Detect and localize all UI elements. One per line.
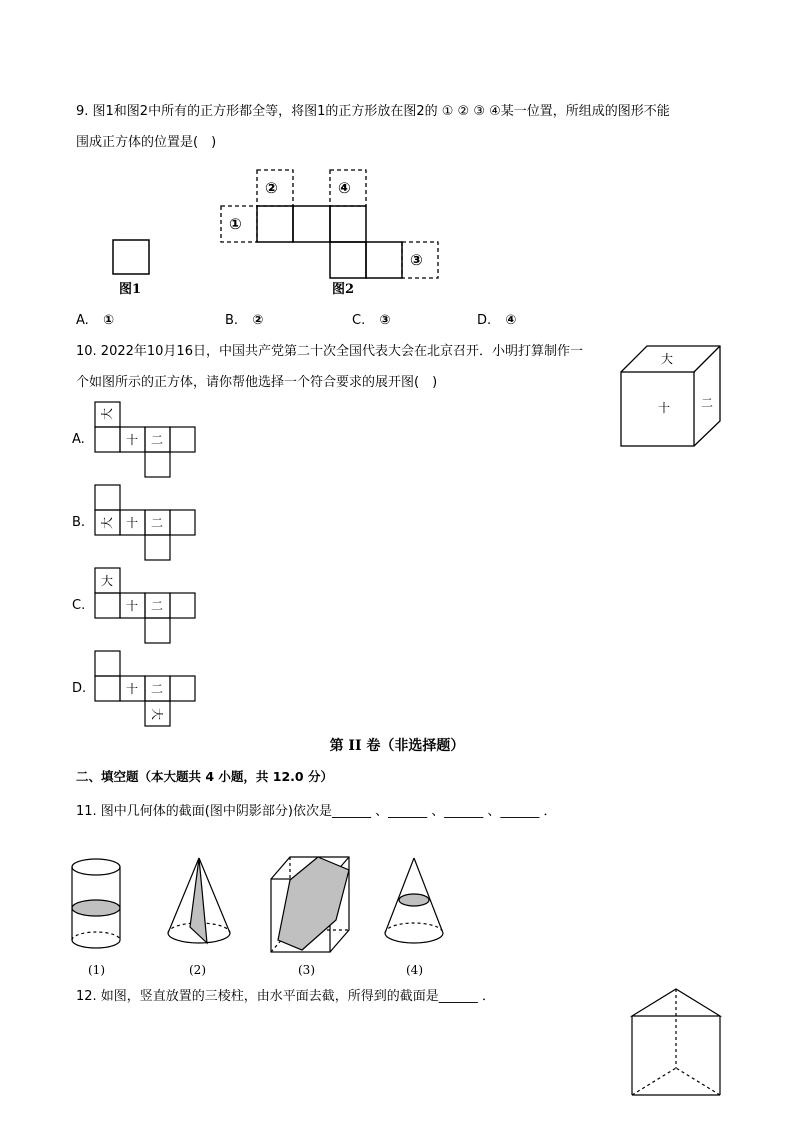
fig2-mark-1: ① xyxy=(229,215,242,233)
option-value: ③ xyxy=(379,313,391,328)
option-letter: D. xyxy=(477,313,492,328)
option-letter: A. xyxy=(76,313,89,328)
net-b-right-char: 二 xyxy=(151,516,164,530)
fig1-caption: 图1 xyxy=(119,282,142,297)
option-letter: B. xyxy=(225,313,239,328)
q9-text-line1: 9. 图1和图2中所有的正方形都全等，将图1的正方形放在图2的 ① ② ③ ④某一位置，所组成的图形不能 xyxy=(76,104,670,119)
option-letter: C. xyxy=(352,313,366,328)
q11-text: 11. 图中几何体的截面(图中阴影部分)依次是______ 、______ 、______ 、______ ． xyxy=(76,804,557,819)
q10-text-line1: 10. 2022年10月16日，中国共产党第二十次全国代表大会在北京召开．小明打算制作一 xyxy=(76,344,583,359)
q11-caption-4: (4) xyxy=(406,963,423,977)
option-letter: C. xyxy=(72,598,86,613)
cube-face-top: 大 xyxy=(661,352,674,366)
fig2-caption: 图2 xyxy=(332,282,355,297)
net-a-top-char: 大 xyxy=(100,407,115,421)
section-title: 第 II 卷（非选择题） xyxy=(329,738,465,754)
q10-text-line2: 个如图所示的正方体，请你帮他选择一个符合要求的展开图( ) xyxy=(76,375,438,390)
net-d-bottom-char: 大 xyxy=(150,707,165,721)
fig2-mark-3: ③ xyxy=(410,251,423,269)
net-c-mid-char: 十 xyxy=(126,599,139,613)
fig2-mark-4: ④ xyxy=(338,179,351,197)
net-d-right-char: 二 xyxy=(151,682,164,696)
net-c-right-char: 二 xyxy=(151,599,164,613)
q9-text-line2: 围成正方体的位置是( ) xyxy=(76,135,217,150)
option-letter: B. xyxy=(72,515,86,530)
option-value: ① xyxy=(102,313,114,328)
cube-face-side: 二 xyxy=(701,396,714,410)
net-a-mid-char: 十 xyxy=(126,433,139,447)
section-heading: 二、填空题（本大题共 4 小题，共 12.0 分） xyxy=(76,769,333,784)
net-c-top-char: 大 xyxy=(101,574,114,588)
q11-caption-2: (2) xyxy=(189,963,206,977)
option-value: ② xyxy=(252,313,264,328)
net-d-mid-char: 十 xyxy=(126,682,139,696)
net-a-right-char: 二 xyxy=(151,433,164,447)
net-b-left-char: 大 xyxy=(100,516,115,530)
option-value: ④ xyxy=(505,313,517,328)
option-letter: D. xyxy=(72,681,87,696)
q12-text: 12. 如图，竖直放置的三棱柱，由水平面去截，所得到的截面是______ ． xyxy=(76,989,495,1004)
net-b-mid-char: 十 xyxy=(126,516,139,530)
fig2-mark-2: ② xyxy=(265,179,278,197)
option-letter: A. xyxy=(72,432,85,447)
cube-face-front: 十 xyxy=(658,401,671,415)
q11-caption-1: (1) xyxy=(88,963,105,977)
q11-caption-3: (3) xyxy=(298,963,315,977)
